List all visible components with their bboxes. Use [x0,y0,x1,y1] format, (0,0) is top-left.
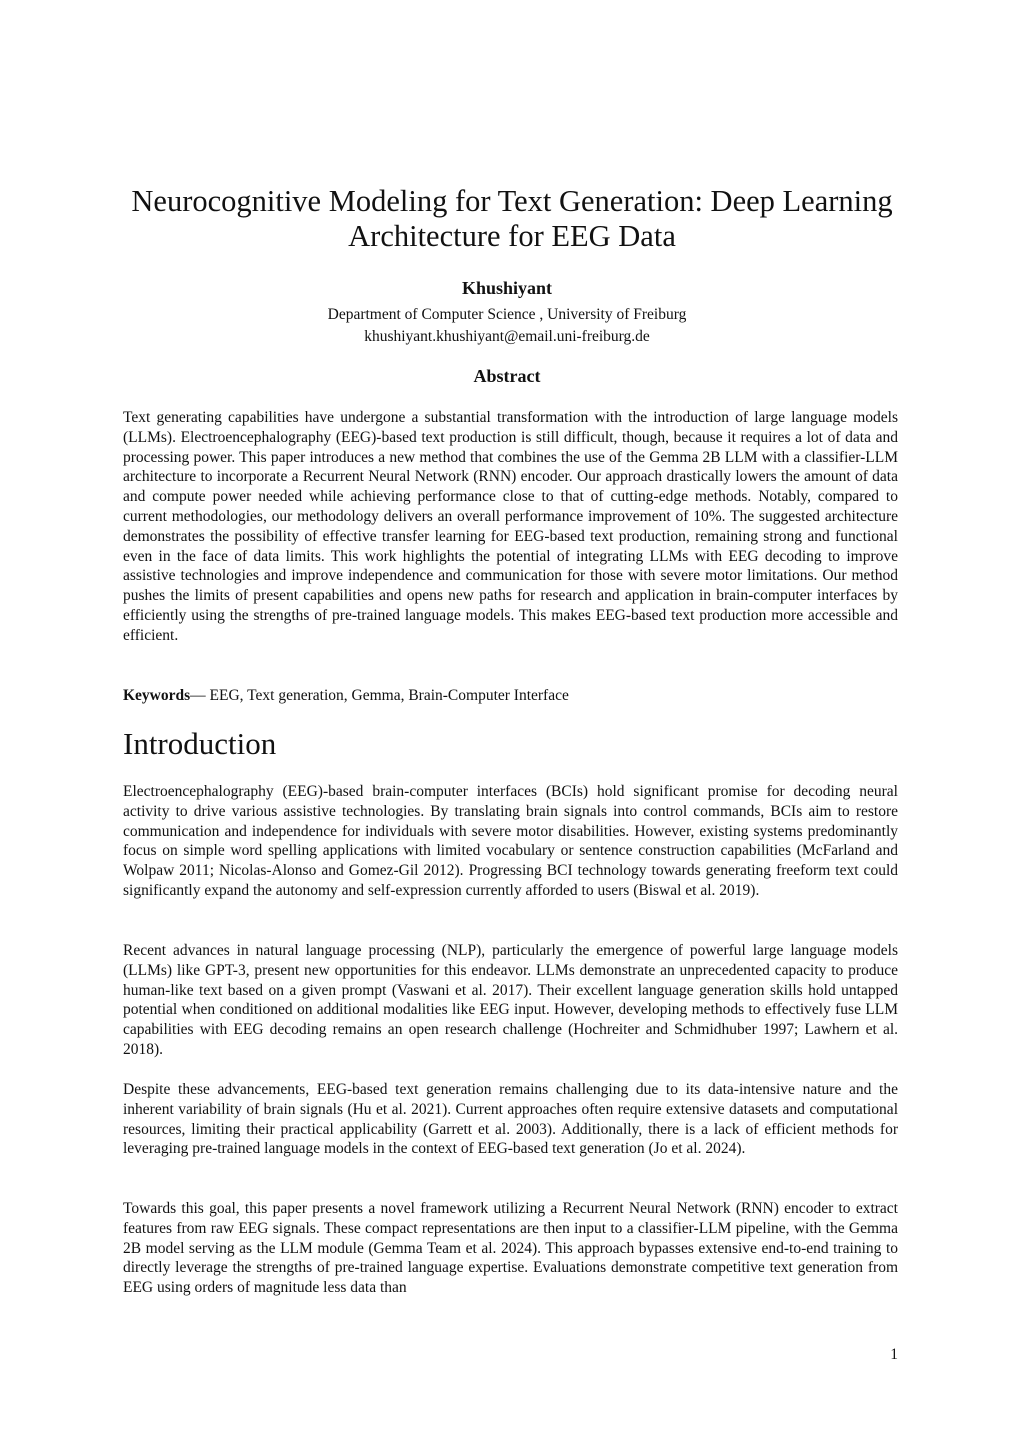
keywords-list: — EEG, Text generation, Gemma, Brain-Computer Interface [190,687,569,704]
page-number: 1 [890,1346,898,1363]
intro-paragraph: Towards this goal, this paper presents a novel framework utilizing a Recurrent Neural Network (RNN) encoder to extract features from raw EEG signals. These compact representations are then input to a classifier-LLM pipeline, with the Gemma 2B model serving as the LLM module (Gemma Team et al. 2024). This approach bypasses extensive end-to-end training to directly leverage the strengths of pre-trained language expertise. Evaluations demonstrate competitive text generation from EEG using orders of magnitude less data than [123,1200,898,1297]
section-heading-introduction: Introduction [123,726,277,761]
intro-paragraph: Electroencephalography (EEG)-based brain-computer interfaces (BCIs) hold significant promise for decoding neural activity to drive various assistive technologies. By translating brain signals into control commands, BCIs aim to restore communication and independence for individuals with severe motor disabilities. However, existing systems predominantly focus on simple word spelling applications with limited vocabulary or sentence construction capabilities (McFarland and Wolpaw 2011; Nicolas-Alonso and Gomez-Gil 2012). Progressing BCI technology towards generating freeform text could significantly expand the autonomy and self-expression currently afforded to users (Biswal et al. 2019). [123,783,898,899]
abstract-heading: Abstract [473,366,541,386]
abstract-text: Text generating capabilities have undergone a substantial transformation with the introduction of large language models (LLMs). Electroencephalography (EEG)-based text production is still difficult, though, because it requires a lot of data and processing power. This paper introduces a new method that combines the use of the Gemma 2B LLM with a classifier-LLM architecture to incorporate a Recurrent Neural Network (RNN) encoder. Our approach drastically lowers the amount of data and compute power needed while achieving performance close to that of cutting-edge methods. Notably, compared to current methodologies, our methodology delivers an overall performance improvement of 10%. The suggested architecture demonstrates the possibility of effective transfer learning for EEG-based text production, remaining strong and functional even in the face of data limits. This work highlights the potential of integrating LLMs with EEG decoding to improve assistive technologies and improve independence and communication for those with severe motor limitations. Our method pushes the limits of present capabilities and opens new paths for research and application in brain-computer interfaces by efficiently using the strengths of pre-trained language models. This makes EEG-based text production more accessible and efficient. [123,409,898,644]
author-affiliation: Department of Computer Science , University of Freiburg [327,306,687,323]
keywords-line [123,686,898,706]
keywords-label: Keywords [123,687,191,704]
intro-paragraph: Recent advances in natural language processing (NLP), particularly the emergence of powerful large language models (LLMs) like GPT-3, present new opportunities for this endeavor. LLMs demonstrate an unprecedented capacity to produce human-like text based on a given prompt (Vaswani et al. 2017). Their excellent language generation skills hold untapped potential when conditioned on additional modalities like EEG input. However, developing methods to effectively fuse LLM capabilities with EEG decoding remains an open research challenge (Hochreiter and Schmidhuber 1997; Lawhern et al. 2018). [123,942,898,1058]
author-email: khushiyant.khushiyant@email.uni-freiburg.de [364,328,650,345]
paper-title: Neurocognitive Modeling for Text Generation: Deep Learning Architecture for EEG Data [131,184,893,253]
author-name: Khushiyant [461,278,553,298]
intro-paragraph: Despite these advancements, EEG-based text generation remains challenging due to its data-intensive nature and the inherent variability of brain signals (Hu et al. 2021). Current approaches often require extensive datasets and computational resources, limiting their practical applicability (Garrett et al. 2003). Additionally, there is a lack of efficient methods for leveraging pre-trained language models in the context of EEG-based text generation (Jo et al. 2024). [123,1081,898,1158]
